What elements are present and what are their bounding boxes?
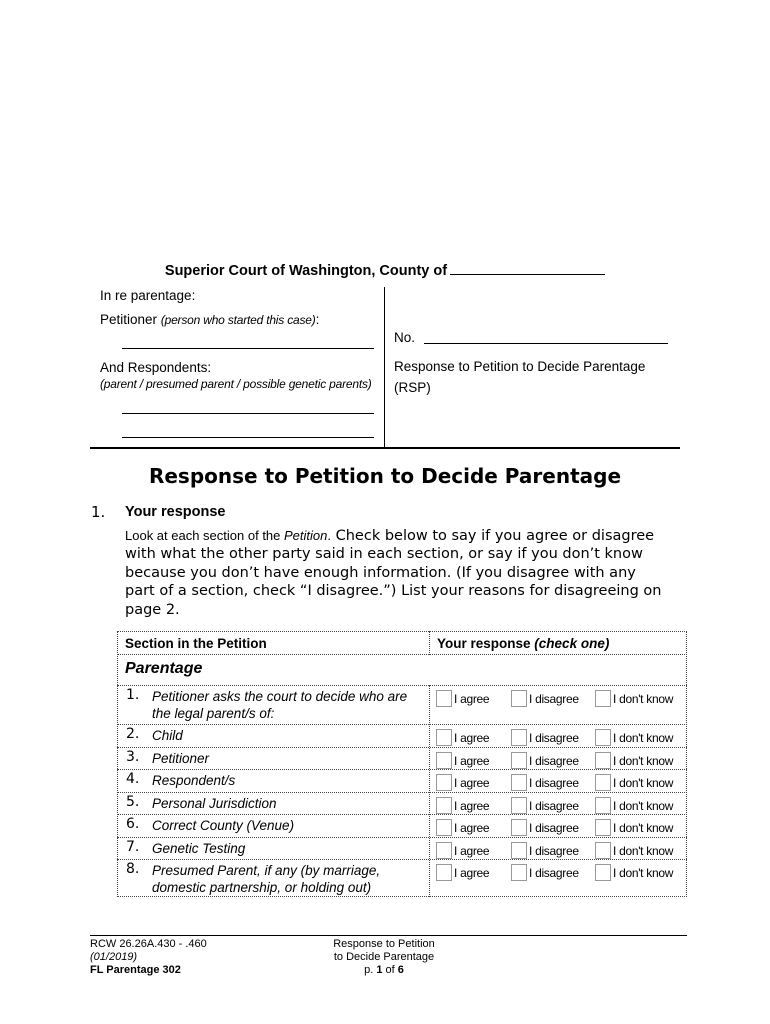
caption-bottom-rule xyxy=(90,447,680,449)
row-label: Personal Jurisdiction xyxy=(152,796,277,811)
dont-know-option[interactable] xyxy=(595,774,673,791)
row-label: Correct County (Venue) xyxy=(152,818,295,833)
disagree-label: I disagree xyxy=(529,754,579,768)
table-rule xyxy=(117,814,687,815)
row-label: Presumed Parent, if any (by marriage, domestic partnership, or holding out) xyxy=(152,863,381,895)
col-header-response xyxy=(437,636,609,651)
checkbox-icon[interactable] xyxy=(595,729,611,746)
respondent-name-field-2[interactable] xyxy=(122,437,374,438)
disagree-option[interactable] xyxy=(511,729,579,746)
col-header-response-note: (check one) xyxy=(534,636,610,651)
dont-know-label: I don't know xyxy=(613,692,674,706)
row-label: Petitioner xyxy=(152,751,210,766)
row-number: 3. xyxy=(126,749,140,765)
dont-know-label: I don't know xyxy=(613,754,674,768)
col-header-response-label: Your response xyxy=(437,636,531,651)
agree-label: I agree xyxy=(454,754,490,768)
row-number: 5. xyxy=(126,794,140,810)
checkbox-icon[interactable] xyxy=(511,729,527,746)
section-intro xyxy=(125,527,665,619)
dont-know-option[interactable] xyxy=(595,842,673,859)
table-rule xyxy=(117,792,687,793)
caption-doc-code: (RSP) xyxy=(394,380,431,395)
checkbox-icon[interactable] xyxy=(511,774,527,791)
checkbox-icon[interactable] xyxy=(511,752,527,769)
agree-label: I agree xyxy=(454,821,490,835)
checkbox-icon[interactable] xyxy=(595,774,611,791)
agree-option[interactable] xyxy=(436,774,489,791)
checkbox-icon[interactable] xyxy=(436,774,452,791)
disagree-label: I disagree xyxy=(529,731,579,745)
agree-option[interactable] xyxy=(436,752,489,769)
row-number: 4. xyxy=(126,771,140,787)
disagree-option[interactable] xyxy=(511,819,579,836)
caption-divider xyxy=(384,287,385,449)
intro-petition: Petition xyxy=(284,528,328,543)
dont-know-label: I don't know xyxy=(613,866,674,880)
dont-know-label: I don't know xyxy=(613,776,674,790)
agree-label: I agree xyxy=(454,692,490,706)
intro-dot: . xyxy=(327,528,331,543)
dont-know-option[interactable] xyxy=(595,864,673,881)
disagree-label: I disagree xyxy=(529,844,579,858)
agree-label: I agree xyxy=(454,731,490,745)
intro-body: Check below to say if you agree or disagree with what the other party said in each section, or say if you don’t know because you don’t have enough information. (If you disagree with any part of a section, check “I disagree.”) List your reasons for disagreeing on page 2. xyxy=(125,528,662,618)
agree-label: I agree xyxy=(454,844,490,858)
row-number: 7. xyxy=(126,839,140,855)
table-rule xyxy=(117,747,687,748)
row-number: 1. xyxy=(126,687,140,703)
respondents-label: And Respondents: xyxy=(100,360,212,375)
row-label: Petitioner asks the court to decide who are the legal parent/s of: xyxy=(152,689,408,721)
table-rule xyxy=(117,837,687,838)
dont-know-option[interactable] xyxy=(595,729,673,746)
disagree-label: I disagree xyxy=(529,776,579,790)
checkbox-icon[interactable] xyxy=(511,690,527,707)
footer-left xyxy=(90,938,207,977)
checkbox-icon[interactable] xyxy=(511,842,527,859)
row-label: Genetic Testing xyxy=(152,841,246,856)
county-field[interactable] xyxy=(450,262,605,275)
col-header-section: Section in the Petition xyxy=(125,636,267,651)
checkbox-icon[interactable] xyxy=(511,864,527,881)
agree-label: I agree xyxy=(454,776,490,790)
table-rule xyxy=(117,654,687,655)
petitioner-heading xyxy=(100,312,319,327)
petitioner-colon: : xyxy=(315,312,320,327)
page-total: 6 xyxy=(397,964,404,976)
disagree-option[interactable] xyxy=(511,842,579,859)
checkbox-icon[interactable] xyxy=(595,864,611,881)
court-heading xyxy=(0,262,770,279)
respondents-note: (parent / presumed parent / possible genetic parents) xyxy=(100,377,372,391)
petitioner-label: Petitioner xyxy=(100,312,158,327)
petitioner-note: (person who started this case) xyxy=(160,313,316,327)
table-rule xyxy=(117,685,687,686)
intro-prefix: Look at each section of the xyxy=(125,528,284,543)
petitioner-name-field[interactable] xyxy=(122,348,374,349)
footer-title-line2: to Decide Parentage xyxy=(333,951,435,963)
table-header-divider xyxy=(429,631,430,655)
checkbox-icon[interactable] xyxy=(436,690,452,707)
disagree-option[interactable] xyxy=(511,752,579,769)
group-heading: Parentage xyxy=(125,660,203,677)
footer-rcw: RCW 26.26A.430 - .460 xyxy=(90,938,207,950)
disagree-option[interactable] xyxy=(511,774,579,791)
row-label: Child xyxy=(152,728,183,743)
checkbox-icon[interactable] xyxy=(436,842,452,859)
agree-label: I agree xyxy=(454,799,490,813)
disagree-option[interactable] xyxy=(511,797,579,814)
case-number-label: No. xyxy=(394,330,416,345)
table-rule xyxy=(117,859,687,860)
table-rule xyxy=(117,724,687,725)
dont-know-option[interactable] xyxy=(595,690,673,707)
dont-know-label: I don't know xyxy=(613,844,674,858)
footer-date: (01/2019) xyxy=(90,951,138,963)
footer-center xyxy=(284,938,484,977)
page-number: 1 xyxy=(376,964,383,976)
agree-option[interactable] xyxy=(436,690,489,707)
case-number-field[interactable] xyxy=(424,343,668,344)
agree-option[interactable] xyxy=(436,864,489,881)
dont-know-option[interactable] xyxy=(595,752,673,769)
caption-doc-name: Response to Petition to Decide Parentage xyxy=(394,359,646,374)
document-title: Response to Petition to Decide Parentage xyxy=(148,464,622,488)
page-of: of xyxy=(385,964,395,976)
checkbox-icon[interactable] xyxy=(595,797,611,814)
checkbox-icon[interactable] xyxy=(595,819,611,836)
disagree-label: I disagree xyxy=(529,799,579,813)
section-number: 1. xyxy=(91,503,106,521)
dont-know-option[interactable] xyxy=(595,797,673,814)
footer-title-line1: Response to Petition xyxy=(333,938,435,950)
footer-page xyxy=(284,964,484,977)
checkbox-icon[interactable] xyxy=(436,864,452,881)
checkbox-icon[interactable] xyxy=(511,819,527,836)
disagree-label: I disagree xyxy=(529,866,579,880)
dont-know-option[interactable] xyxy=(595,819,673,836)
respondent-name-field-1[interactable] xyxy=(122,413,374,414)
disagree-label: I disagree xyxy=(529,821,579,835)
row-number: 6. xyxy=(126,816,140,832)
footer-form-id: FL Parentage 302 xyxy=(90,964,181,976)
table-rule xyxy=(117,769,687,770)
checkbox-icon[interactable] xyxy=(595,752,611,769)
section-title: Your response xyxy=(125,504,226,520)
court-title: Superior Court of Washington, County of xyxy=(164,263,448,279)
row-label: Respondent/s xyxy=(152,773,236,788)
checkbox-icon[interactable] xyxy=(595,690,611,707)
table-column-divider xyxy=(429,685,430,897)
agree-option[interactable] xyxy=(436,797,489,814)
row-number: 2. xyxy=(126,726,140,742)
agree-option[interactable] xyxy=(436,819,489,836)
checkbox-icon[interactable] xyxy=(511,797,527,814)
agree-option[interactable] xyxy=(436,842,489,859)
footer-rule xyxy=(90,935,687,936)
disagree-option[interactable] xyxy=(511,690,579,707)
agree-option[interactable] xyxy=(436,729,489,746)
checkbox-icon[interactable] xyxy=(595,842,611,859)
checkbox-icon[interactable] xyxy=(436,729,452,746)
dont-know-label: I don't know xyxy=(613,821,674,835)
dont-know-label: I don't know xyxy=(613,731,674,745)
disagree-label: I disagree xyxy=(529,692,579,706)
in-re-label: In re parentage: xyxy=(100,288,196,303)
agree-label: I agree xyxy=(454,866,490,880)
checkbox-icon[interactable] xyxy=(436,752,452,769)
disagree-option[interactable] xyxy=(511,864,579,881)
page-prefix: p. xyxy=(364,964,374,976)
checkbox-icon[interactable] xyxy=(436,819,452,836)
row-number: 8. xyxy=(126,861,140,877)
dont-know-label: I don't know xyxy=(613,799,674,813)
checkbox-icon[interactable] xyxy=(436,797,452,814)
